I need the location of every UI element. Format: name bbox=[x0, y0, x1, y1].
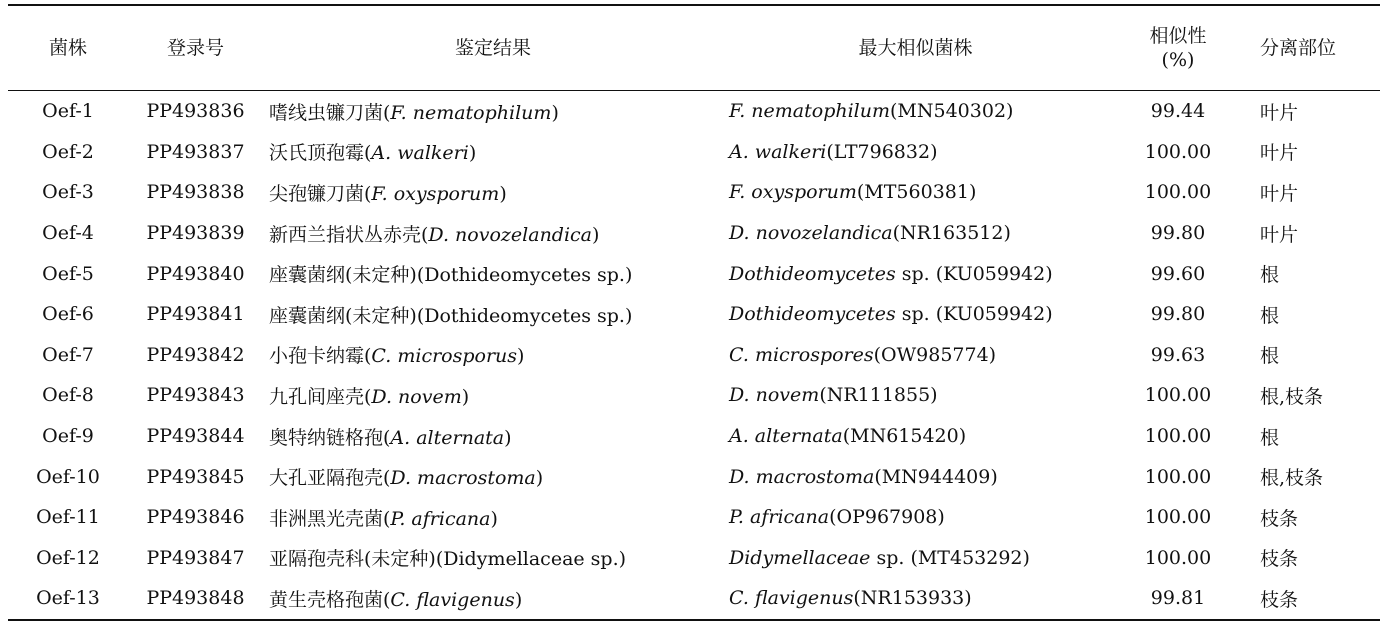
header-similarity-unit: (%) bbox=[1161, 49, 1195, 71]
identification-scientific-name: A. walkeri bbox=[371, 142, 469, 165]
cell-strain: Oef-1 bbox=[42, 100, 94, 123]
cell-strain: Oef-9 bbox=[42, 425, 94, 448]
cell-accession: PP493842 bbox=[146, 343, 245, 366]
closest-strain-scientific-name: D. novozelandica bbox=[729, 222, 893, 245]
cell-isolation-site: 叶片 bbox=[1260, 142, 1299, 165]
identification-scientific-name: A. alternata bbox=[390, 426, 505, 449]
identification-chinese-name: 嗜线虫镰刀菌( bbox=[269, 101, 391, 124]
cell-strain: Oef-5 bbox=[42, 262, 94, 285]
cell-closest-strain bbox=[723, 91, 1108, 132]
identification-close-paren: ) bbox=[535, 467, 544, 490]
table-row bbox=[8, 294, 1380, 335]
cell-identification bbox=[263, 213, 723, 254]
cell-closest-strain bbox=[723, 253, 1108, 294]
closest-strain-scientific-name: C. flavigenus bbox=[729, 587, 854, 610]
closest-strain-accession: (MT560381) bbox=[856, 181, 977, 204]
closest-strain-accession: (MN540302) bbox=[890, 100, 1014, 123]
strain-identification-table-wrap bbox=[8, 4, 1372, 621]
cell-isolation-site: 枝条 bbox=[1260, 588, 1299, 611]
cell-accession: PP493841 bbox=[146, 303, 245, 326]
cell-similarity: 99.63 bbox=[1150, 343, 1206, 366]
table-row bbox=[8, 578, 1380, 620]
cell-accession: PP493844 bbox=[146, 425, 245, 448]
table-header bbox=[8, 5, 1380, 91]
cell-similarity: 100.00 bbox=[1144, 506, 1212, 529]
closest-strain-accession: (MN615420) bbox=[842, 425, 967, 448]
cell-strain: Oef-2 bbox=[42, 140, 94, 163]
cell-similarity: 100.00 bbox=[1144, 425, 1212, 448]
table-row bbox=[8, 375, 1380, 416]
cell-accession: PP493839 bbox=[146, 222, 245, 245]
cell-identification bbox=[263, 172, 723, 213]
identification-scientific-name: D. novozelandica bbox=[428, 223, 593, 246]
cell-strain: Oef-13 bbox=[36, 587, 100, 610]
cell-isolation-site: 枝条 bbox=[1260, 507, 1299, 530]
cell-similarity: 100.00 bbox=[1144, 465, 1212, 488]
cell-closest-strain bbox=[723, 578, 1108, 620]
identification-close-paren: ) bbox=[468, 142, 477, 165]
identification-chinese-name: 九孔间座壳( bbox=[269, 385, 372, 408]
cell-identification bbox=[263, 253, 723, 294]
table-body bbox=[8, 91, 1380, 620]
header-strain: 菌株 bbox=[48, 37, 87, 59]
cell-strain: Oef-4 bbox=[42, 222, 94, 245]
cell-accession: PP493837 bbox=[146, 140, 245, 163]
cell-accession: PP493846 bbox=[146, 506, 245, 529]
cell-closest-strain bbox=[723, 497, 1108, 538]
table-row bbox=[8, 213, 1380, 254]
cell-accession: PP493836 bbox=[146, 100, 245, 123]
identification-chinese-name: 黄生壳格孢菌( bbox=[269, 588, 391, 611]
header-similarity-label: 相似性 bbox=[1149, 25, 1207, 47]
identification-chinese-name: 座囊菌纲(未定种)(Dothideomycetes sp.) bbox=[269, 264, 633, 287]
header-similarity bbox=[1108, 5, 1248, 91]
closest-strain-scientific-name: A. walkeri bbox=[729, 140, 827, 163]
cell-closest-strain bbox=[723, 172, 1108, 213]
strain-identification-table bbox=[8, 4, 1380, 621]
cell-similarity: 99.80 bbox=[1150, 303, 1206, 326]
identification-close-paren: ) bbox=[490, 507, 498, 530]
closest-strain-accession: sp. (KU059942) bbox=[895, 303, 1053, 326]
cell-similarity: 99.80 bbox=[1150, 222, 1206, 245]
table-row bbox=[8, 416, 1380, 457]
identification-close-paren: ) bbox=[514, 588, 523, 611]
header-identification: 鉴定结果 bbox=[454, 37, 531, 59]
cell-identification bbox=[263, 375, 723, 416]
closest-strain-accession: sp. (KU059942) bbox=[895, 262, 1053, 285]
cell-similarity: 100.00 bbox=[1144, 140, 1212, 163]
cell-closest-strain bbox=[723, 335, 1108, 376]
cell-strain: Oef-12 bbox=[36, 546, 100, 569]
identification-chinese-name: 奥特纳链格孢( bbox=[269, 426, 391, 449]
cell-similarity: 99.60 bbox=[1150, 262, 1206, 285]
cell-accession: PP493848 bbox=[146, 587, 245, 610]
cell-accession: PP493847 bbox=[146, 546, 245, 569]
cell-closest-strain bbox=[723, 375, 1108, 416]
cell-strain: Oef-3 bbox=[42, 181, 94, 204]
cell-identification bbox=[263, 578, 723, 620]
closest-strain-accession: (NR163512) bbox=[892, 222, 1011, 245]
cell-identification bbox=[263, 335, 723, 376]
cell-accession: PP493840 bbox=[146, 262, 245, 285]
header-closest-strain: 最大相似菌株 bbox=[858, 37, 973, 59]
identification-close-paren: ) bbox=[551, 101, 559, 124]
closest-strain-scientific-name: Dothideomycetes bbox=[729, 262, 896, 285]
closest-strain-scientific-name: D. novem bbox=[729, 384, 820, 407]
cell-accession: PP493843 bbox=[146, 384, 245, 407]
closest-strain-scientific-name: F. oxysporum bbox=[729, 181, 857, 204]
cell-accession: PP493845 bbox=[146, 465, 245, 488]
cell-isolation-site: 根,枝条 bbox=[1260, 467, 1324, 490]
table-row bbox=[8, 497, 1380, 538]
closest-strain-accession: (NR111855) bbox=[819, 384, 938, 407]
identification-chinese-name: 非洲黑光壳菌( bbox=[269, 507, 391, 530]
cell-identification bbox=[263, 91, 723, 132]
cell-isolation-site: 根 bbox=[1260, 264, 1280, 287]
table-row bbox=[8, 538, 1380, 579]
cell-closest-strain bbox=[723, 132, 1108, 173]
cell-accession: PP493838 bbox=[146, 181, 245, 204]
cell-identification bbox=[263, 294, 723, 335]
identification-close-paren: ) bbox=[504, 426, 512, 449]
closest-strain-accession: (LT796832) bbox=[826, 140, 938, 163]
table-row bbox=[8, 132, 1380, 173]
cell-isolation-site: 根 bbox=[1260, 426, 1280, 449]
identification-scientific-name: P. africana bbox=[390, 507, 491, 530]
cell-similarity: 100.00 bbox=[1144, 546, 1212, 569]
closest-strain-scientific-name: P. africana bbox=[729, 506, 830, 529]
closest-strain-accession: (OP967908) bbox=[829, 506, 945, 529]
identification-scientific-name: D. novem bbox=[371, 385, 462, 408]
identification-close-paren: ) bbox=[517, 345, 525, 368]
table-row bbox=[8, 335, 1380, 376]
identification-chinese-name: 小孢卡纳霉( bbox=[269, 345, 372, 368]
table-row bbox=[8, 91, 1380, 132]
cell-strain: Oef-7 bbox=[42, 343, 94, 366]
cell-closest-strain bbox=[723, 416, 1108, 457]
header-row bbox=[8, 5, 1380, 91]
cell-closest-strain bbox=[723, 456, 1108, 497]
cell-strain: Oef-11 bbox=[36, 506, 100, 529]
identification-scientific-name: C. microsporus bbox=[371, 345, 518, 368]
cell-isolation-site: 根 bbox=[1260, 304, 1280, 327]
cell-isolation-site: 根 bbox=[1260, 345, 1280, 368]
table-row bbox=[8, 456, 1380, 497]
header-isolation-site: 分离部位 bbox=[1260, 37, 1337, 59]
table-row bbox=[8, 172, 1380, 213]
cell-identification bbox=[263, 132, 723, 173]
cell-identification bbox=[263, 456, 723, 497]
cell-isolation-site: 根,枝条 bbox=[1260, 385, 1324, 408]
identification-chinese-name: 座囊菌纲(未定种)(Dothideomycetes sp.) bbox=[269, 304, 633, 327]
cell-similarity: 99.44 bbox=[1150, 100, 1206, 123]
cell-isolation-site: 叶片 bbox=[1260, 101, 1299, 124]
closest-strain-accession: (MN944409) bbox=[874, 465, 998, 488]
identification-chinese-name: 大孔亚隔孢壳( bbox=[269, 467, 391, 490]
closest-strain-scientific-name: Dothideomycetes bbox=[729, 303, 896, 326]
cell-closest-strain bbox=[723, 294, 1108, 335]
closest-strain-scientific-name: A. alternata bbox=[729, 425, 843, 448]
identification-chinese-name: 亚隔孢壳科(未定种)(Didymellaceae sp.) bbox=[269, 548, 627, 571]
identification-chinese-name: 尖孢镰刀菌( bbox=[269, 182, 372, 205]
cell-isolation-site: 枝条 bbox=[1260, 548, 1299, 571]
cell-isolation-site: 叶片 bbox=[1260, 182, 1299, 205]
identification-close-paren: ) bbox=[461, 385, 470, 408]
identification-close-paren: ) bbox=[499, 182, 507, 205]
closest-strain-accession: sp. (MT453292) bbox=[870, 546, 1030, 569]
closest-strain-scientific-name: D. macrostoma bbox=[729, 465, 875, 488]
cell-similarity: 100.00 bbox=[1144, 181, 1212, 204]
cell-similarity: 99.81 bbox=[1150, 587, 1206, 610]
closest-strain-accession: (OW985774) bbox=[873, 343, 997, 366]
closest-strain-scientific-name: Didymellaceae bbox=[729, 546, 871, 569]
cell-strain: Oef-10 bbox=[36, 465, 100, 488]
identification-scientific-name: F. oxysporum bbox=[371, 182, 500, 205]
identification-scientific-name: F. nematophilum bbox=[390, 101, 552, 124]
cell-similarity: 100.00 bbox=[1144, 384, 1212, 407]
closest-strain-scientific-name: F. nematophilum bbox=[729, 100, 891, 123]
header-accession: 登录号 bbox=[166, 37, 224, 59]
cell-strain: Oef-8 bbox=[42, 384, 94, 407]
closest-strain-accession: (NR153933) bbox=[853, 587, 972, 610]
closest-strain-scientific-name: C. microspores bbox=[729, 343, 874, 366]
cell-identification bbox=[263, 497, 723, 538]
identification-chinese-name: 新西兰指状丛赤壳( bbox=[269, 223, 429, 246]
cell-closest-strain bbox=[723, 538, 1108, 579]
cell-isolation-site: 叶片 bbox=[1260, 223, 1299, 246]
cell-identification bbox=[263, 416, 723, 457]
identification-scientific-name: D. macrostoma bbox=[390, 467, 536, 490]
identification-scientific-name: C. flavigenus bbox=[390, 588, 515, 611]
cell-identification bbox=[263, 538, 723, 579]
cell-strain: Oef-6 bbox=[42, 303, 94, 326]
table-row bbox=[8, 253, 1380, 294]
identification-close-paren: ) bbox=[592, 223, 600, 246]
cell-closest-strain bbox=[723, 213, 1108, 254]
identification-chinese-name: 沃氏顶孢霉( bbox=[269, 142, 372, 165]
